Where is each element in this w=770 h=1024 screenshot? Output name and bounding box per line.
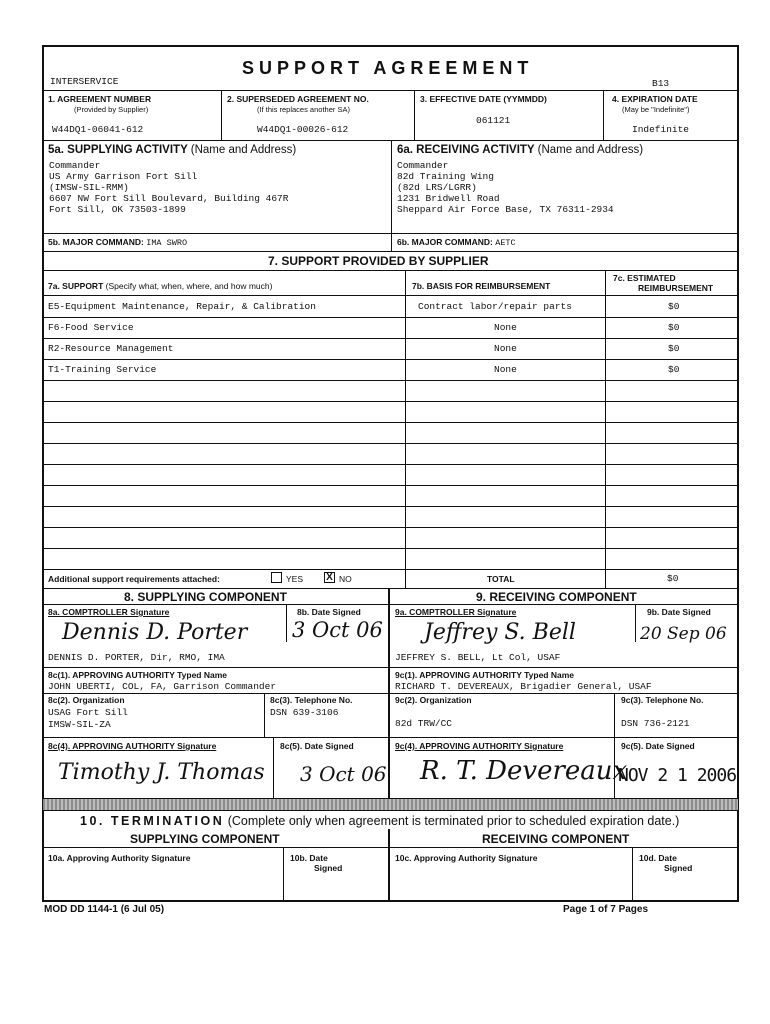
support-row-4-support: T1-Training Service (48, 364, 157, 375)
checkmark-x-icon: X (326, 572, 333, 583)
supplying-approving-date-label: 8c(5). Date Signed (280, 741, 354, 751)
supplying-major-command: 5b. MAJOR COMMAND: IMA SWRO (48, 237, 188, 248)
yes-label: YES (286, 574, 304, 584)
receiving-approving-date-stamp: NOV 2 1 2006 (618, 765, 737, 786)
receiving-line-1: Commander (397, 160, 449, 171)
support-row-3-support: R2-Resource Management (48, 343, 174, 354)
support-row-2-support: F6-Food Service (48, 322, 134, 333)
expiration-label: 4. EXPIRATION DATE (612, 94, 698, 104)
supplying-activity-label: 5a. SUPPLYING ACTIVITY (Name and Address) (48, 144, 297, 156)
effective-date-value: 061121 (476, 115, 511, 126)
divider (42, 233, 739, 234)
termination-10d-label: 10d. Date (639, 853, 677, 863)
divider (42, 737, 739, 738)
divider (414, 90, 415, 140)
page-number: Page 1 of 7 Pages (563, 904, 649, 915)
supplying-org-line-2: IMSW-SIL-ZA (48, 719, 111, 730)
termination-supplying-label: SUPPLYING COMPONENT (130, 832, 280, 846)
receiving-approving-sig-label: 9c(4). APPROVING AUTHORITY Signature (395, 741, 564, 751)
divider (42, 295, 739, 296)
row-divider (42, 464, 739, 465)
agreement-number-sub: (Provided by Supplier) (74, 105, 149, 114)
support-row-1-amount: $0 (668, 301, 680, 312)
supplying-approving-signature: Timothy J. Thomas (58, 760, 265, 785)
receiving-approving-name: RICHARD T. DEVEREAUX, Brigadier General, USAF (395, 681, 652, 692)
supplying-date-signed: 3 Oct 06 (292, 618, 383, 642)
supplying-tel-label: 8c(3). Telephone No. (270, 695, 353, 705)
termination-10b-label: 10b. Date (290, 853, 328, 863)
superseded-value: W44DQ1-00026-612 (257, 124, 349, 135)
receiving-line-2: 82d Training Wing (397, 171, 494, 182)
receiving-tel-value: DSN 736-2121 (621, 718, 690, 729)
row-divider (42, 359, 739, 360)
form-title: SUPPORT AGREEMENT (242, 58, 534, 78)
receiving-component-title: 9. RECEIVING COMPONENT (476, 590, 637, 604)
receiving-date-label: 9b. Date Signed (647, 607, 711, 617)
divider (388, 829, 390, 902)
divider (283, 847, 284, 902)
support-section-title: 7. SUPPORT PROVIDED BY SUPPLIER (268, 254, 489, 268)
receiving-approving-signature: R. T. Devereaux (420, 756, 628, 786)
divider (273, 737, 274, 798)
support-col-b-label: 7b. BASIS FOR REIMBURSEMENT (412, 281, 551, 291)
supplying-org-label: 8c(2). Organization (48, 695, 125, 705)
agreement-number-value: W44DQ1-06041-612 (52, 124, 144, 135)
effective-date-label: 3. EFFECTIVE DATE (YYMMDD) (420, 94, 547, 104)
termination-receiving-label: RECEIVING COMPONENT (482, 832, 630, 846)
row-divider (42, 548, 739, 549)
supplying-line-1: Commander (49, 160, 101, 171)
supplying-tel-value: DSN 639-3106 (270, 707, 339, 718)
support-row-4-basis: None (494, 364, 517, 375)
supplying-line-3: (IMSW-SIL-RMM) (49, 182, 129, 193)
additional-support-label: Additional support requirements attached: (48, 574, 220, 584)
supplying-approving-name-label: 8c(1). APPROVING AUTHORITY Typed Name (48, 670, 228, 680)
receiving-line-5: Sheppard Air Force Base, TX 76311-2934 (397, 204, 614, 215)
total-label: TOTAL (487, 574, 515, 584)
receiving-approving-name-label: 9c(1). APPROVING AUTHORITY Typed Name (395, 670, 575, 680)
termination-10a-label: 10a. Approving Authority Signature (48, 853, 191, 863)
yes-checkbox[interactable] (271, 572, 282, 583)
receiving-comptroller-name: JEFFREY S. BELL, Lt Col, USAF (395, 652, 561, 663)
row-divider (42, 380, 739, 381)
divider (221, 90, 222, 140)
shaded-band (43, 799, 738, 810)
termination-title: 10. TERMINATION (Complete only when agreement is terminated prior to scheduled expiration date.) (80, 814, 680, 828)
divider (42, 251, 739, 252)
support-row-2-basis: None (494, 322, 517, 333)
divider (42, 847, 739, 848)
total-value: $0 (667, 573, 679, 584)
receiving-tel-label: 9c(3). Telephone No. (621, 695, 704, 705)
receiving-major-command: 6b. MAJOR COMMAND: AETC (397, 237, 516, 248)
support-col-a-label: 7a. SUPPORT (Specify what, when, where, and how much) (48, 281, 273, 291)
receiving-activity-label: 6a. RECEIVING ACTIVITY (Name and Address) (397, 144, 644, 156)
divider (286, 604, 287, 642)
receiving-org-label: 9c(2). Organization (395, 695, 472, 705)
termination-10d-label-2: Signed (664, 863, 693, 873)
form-id: MOD DD 1144-1 (6 Jul 05) (44, 904, 165, 915)
no-label: NO (339, 574, 352, 584)
support-row-1-support: E5-Equipment Maintenance, Repair, & Calibration (48, 301, 316, 312)
divider (391, 140, 392, 251)
row-divider (42, 569, 739, 570)
supplying-org-line-1: USAG Fort Sill (48, 707, 128, 718)
expiration-value: Indefinite (632, 124, 690, 135)
no-checkbox[interactable] (324, 572, 335, 583)
expiration-sub: (May be "Indefinite") (622, 105, 690, 114)
superseded-sub: (If this replaces another SA) (257, 105, 350, 114)
receiving-comptroller-signature: Jeffrey S. Bell (424, 620, 576, 645)
support-row-1-basis: Contract labor/repair parts (418, 301, 572, 312)
termination-10b-label-2: Signed (314, 863, 343, 873)
receiving-date-signed: 20 Sep 06 (640, 624, 727, 644)
divider (42, 588, 739, 589)
divider (632, 847, 633, 902)
supplying-approving-sig-label: 8c(4). APPROVING AUTHORITY Signature (48, 741, 217, 751)
header-code: B13 (652, 78, 670, 89)
supplying-date-label: 8b. Date Signed (297, 607, 361, 617)
row-divider (42, 527, 739, 528)
divider (614, 693, 615, 737)
receiving-comptroller-label: 9a. COMPTROLLER Signature (395, 607, 517, 617)
support-col-c-label: 7c. ESTIMATED (613, 273, 676, 283)
receiving-line-3: (82d LRS/LGRR) (397, 182, 477, 193)
supplying-line-4: 6607 NW Fort Sill Boulevard, Building 467R (49, 193, 289, 204)
divider (603, 90, 604, 140)
supplying-approving-date-signed: 3 Oct 06 (300, 762, 387, 786)
supplying-approving-name: JOHN UBERTI, COL, FA, Garrison Commander (48, 681, 277, 692)
supplying-line-2: US Army Garrison Fort Sill (49, 171, 198, 182)
row-divider (42, 443, 739, 444)
row-divider (42, 506, 739, 507)
support-col-c-label-2: REIMBURSEMENT (638, 283, 714, 293)
divider (42, 693, 739, 694)
receiving-org-value: 82d TRW/CC (395, 718, 453, 729)
supplying-line-5: Fort Sill, OK 73503-1899 (49, 204, 186, 215)
header-interservice: INTERSERVICE (50, 76, 119, 87)
support-row-3-amount: $0 (668, 343, 680, 354)
divider (635, 604, 636, 642)
divider (42, 667, 739, 668)
agreement-number-label: 1. AGREEMENT NUMBER (48, 94, 152, 104)
divider (42, 90, 739, 91)
divider (42, 270, 739, 271)
supplying-comptroller-signature: Dennis D. Porter (62, 620, 248, 645)
divider (42, 810, 739, 811)
superseded-label: 2. SUPERSEDED AGREEMENT NO. (227, 94, 369, 104)
support-row-2-amount: $0 (668, 322, 680, 333)
divider (264, 693, 265, 737)
row-divider (42, 338, 739, 339)
supplying-comptroller-name: DENNIS D. PORTER, Dir, RMO, IMA (48, 652, 225, 663)
receiving-line-4: 1231 Bridwell Road (397, 193, 500, 204)
supplying-comptroller-label: 8a. COMPTROLLER Signature (48, 607, 170, 617)
support-row-4-amount: $0 (668, 364, 680, 375)
receiving-approving-date-label: 9c(5). Date Signed (621, 741, 695, 751)
support-row-3-basis: None (494, 343, 517, 354)
row-divider (42, 422, 739, 423)
termination-10c-label: 10c. Approving Authority Signature (395, 853, 538, 863)
row-divider (42, 317, 739, 318)
supplying-component-title: 8. SUPPLYING COMPONENT (124, 590, 287, 604)
row-divider (42, 485, 739, 486)
row-divider (42, 401, 739, 402)
